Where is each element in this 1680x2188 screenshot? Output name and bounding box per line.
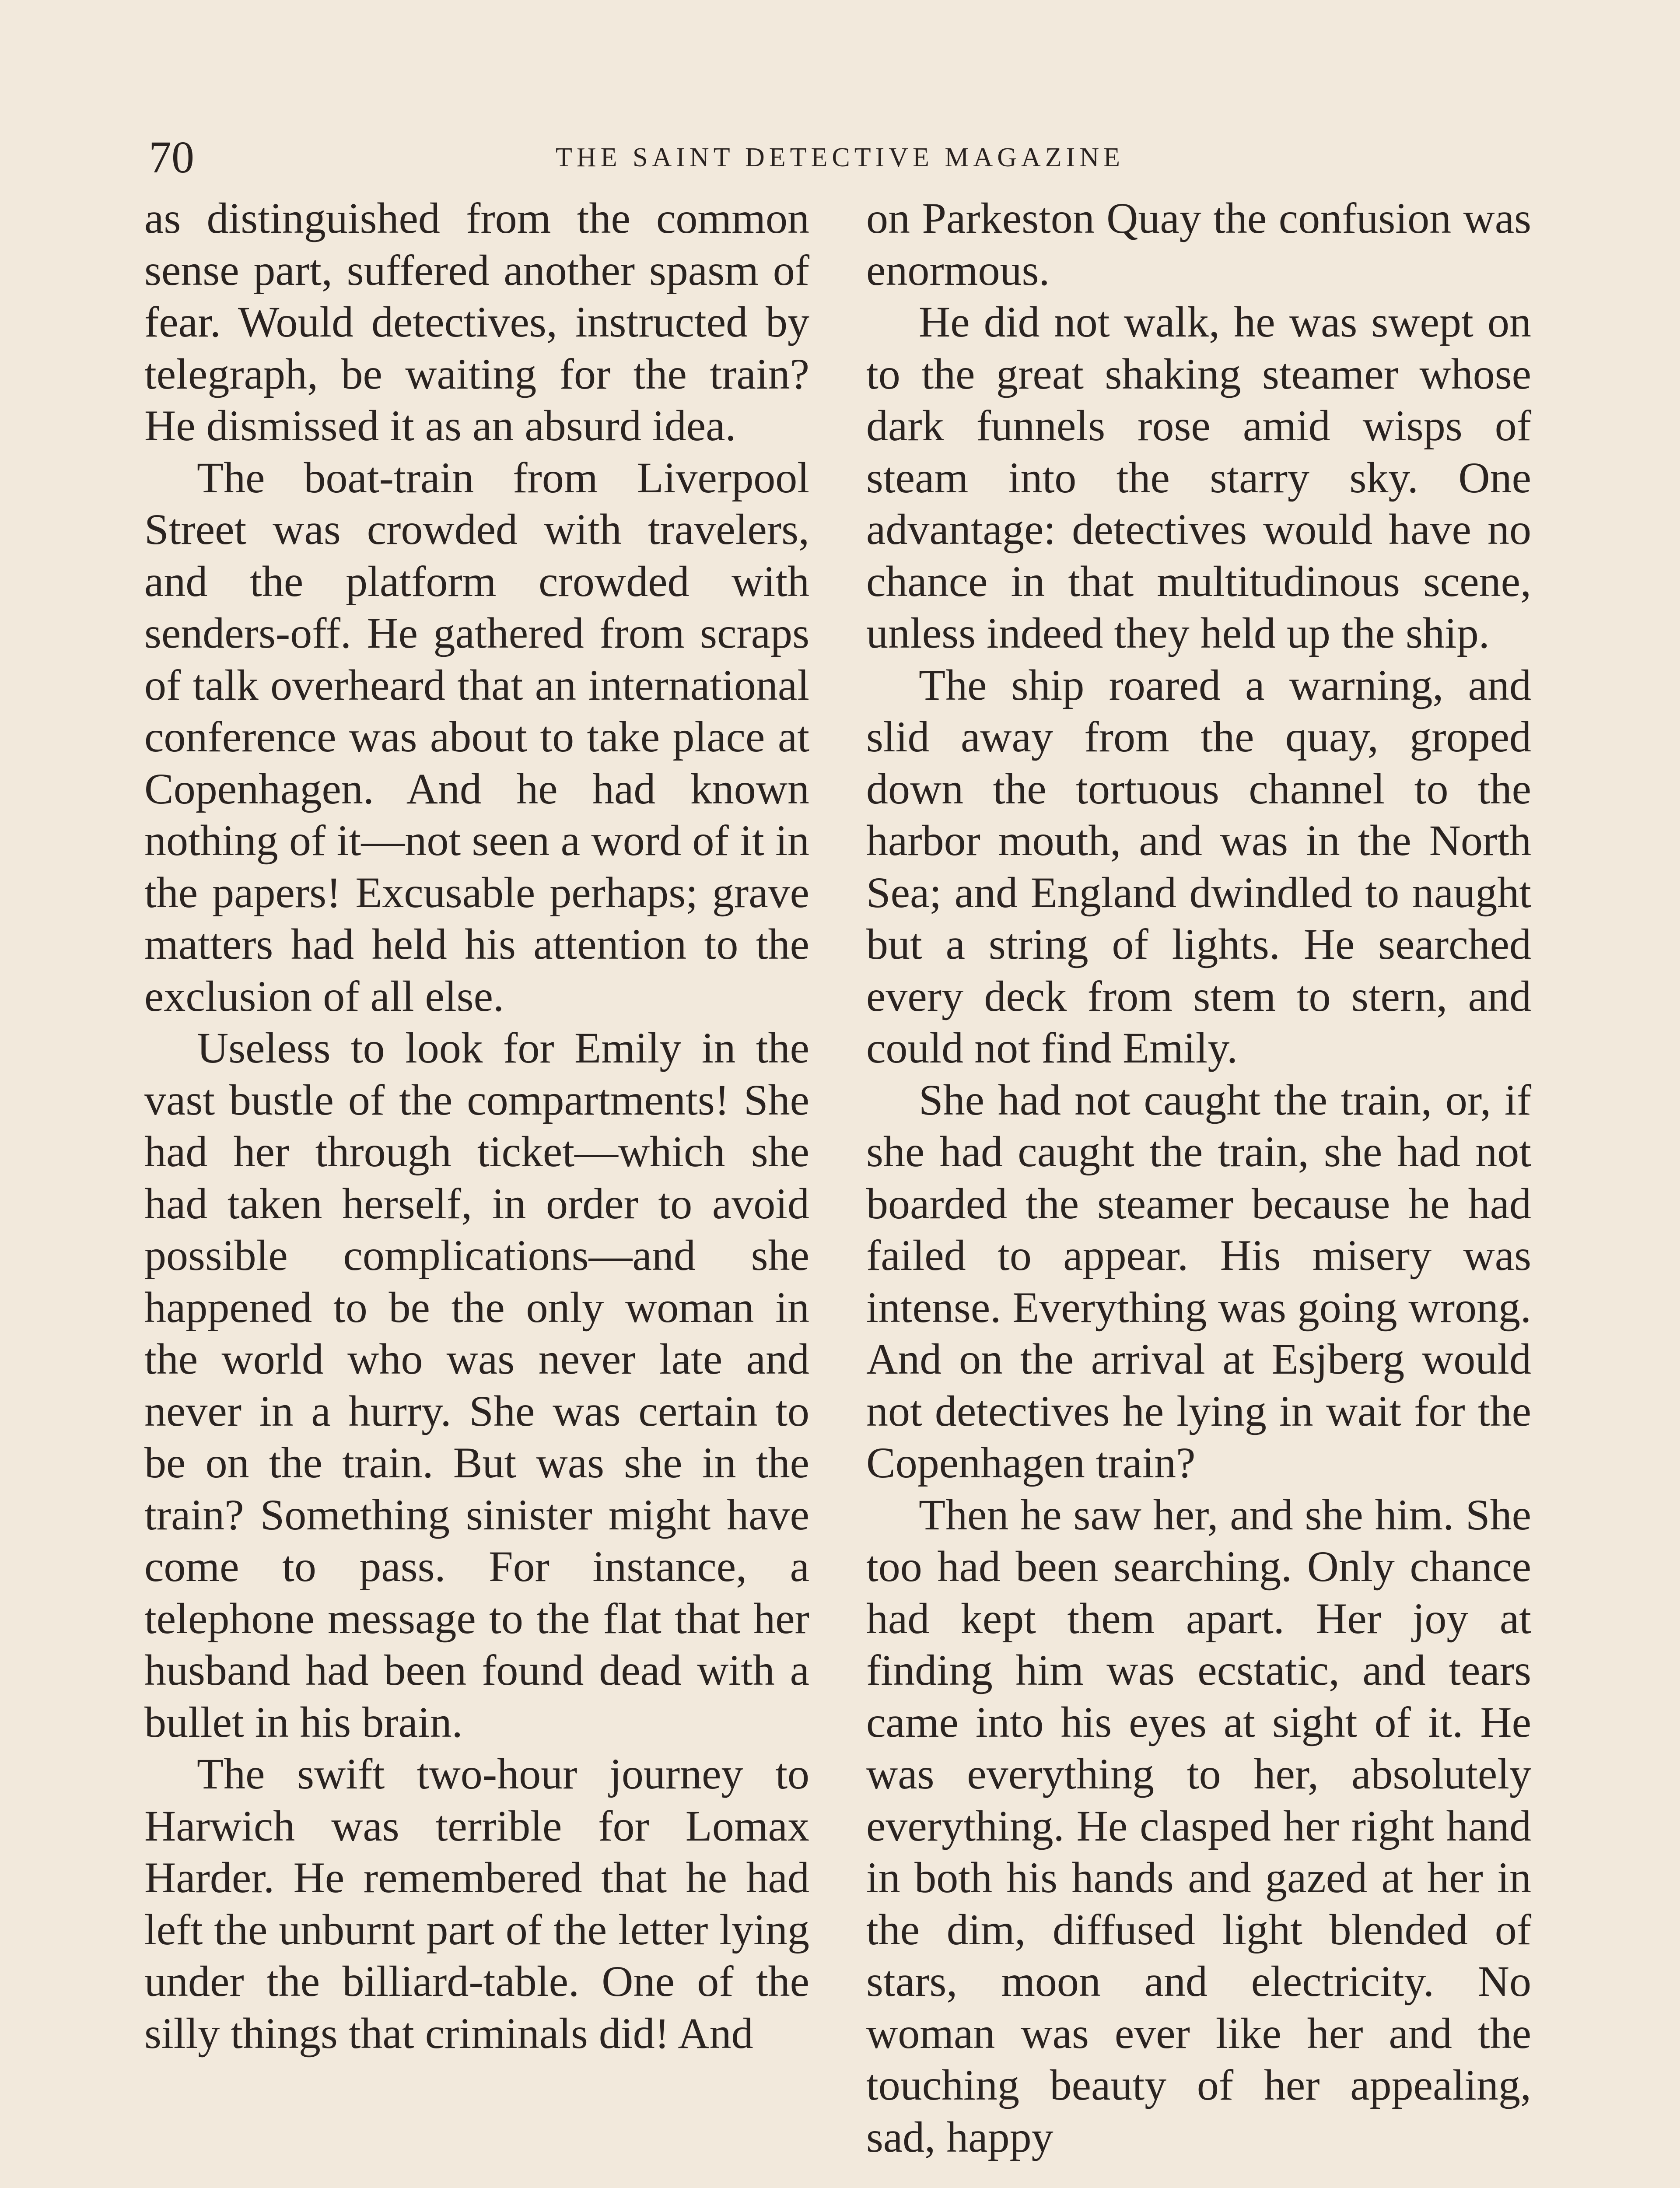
- paragraph: The boat-train from Liverpool Street was crowded with travelers, and the platform crowded with senders-off. He gathered from scraps of talk overheard that an international conference was about to take place at Copenhagen. And he had known nothing of it—not seen a word of it in the papers! Excusable perhaps; grave matters had held his attention to the exclusion of all else.: [144, 453, 809, 1020]
- paragraph: as distinguished from the common sense part, suffered another spasm of fear. Would detectives, instructed by telegraph, be waiting for the train? He dismissed it as an absurd idea.: [144, 194, 809, 450]
- text-columns: [144, 193, 1531, 2188]
- left-column: [144, 193, 809, 2188]
- magazine-title: THE SAINT DETECTIVE MAGAZINE: [556, 143, 1124, 172]
- paragraph: Useless to look for Emily in the vast bustle of the compartments! She had her through ticket—which she had taken herself, in order to avoid possible complications—and she happened to be the only woman in the world who was never late and never in a hurry. She was certain to be on the train. But was she in the train? Something sinister might have come to pass. For instance, a telephone message to the flat that her husband had been found dead with a bullet in his brain.: [144, 1024, 809, 1746]
- paragraph: The ship roared a warning, and slid away from the quay, groped down the tortuous channel to the harbor mouth, and was in the North Sea; and England dwindled to naught but a string of lights. He searched every deck from stem to stern, and could not find Emily.: [866, 660, 1531, 1072]
- paragraph: She had not caught the train, or, if she had caught the train, she had not boarded the steamer because he had failed to appear. His misery was intense. Everything was going wrong. And on the arrival at Esjberg would not detectives he lying in wait for the Copenhagen train?: [866, 1075, 1531, 1487]
- right-column: [866, 193, 1531, 2188]
- paragraph: He did not walk, he was swept on to the great shaking steamer whose dark funnels rose amid wisps of steam into the starry sky. One advantage: detectives would have no chance in that multitudinous scene, unless indeed they held up the ship.: [866, 298, 1531, 657]
- paragraph: The swift two-hour journey to Harwich was terrible for Lomax Harder. He remembered that he had left the unburnt part of the letter lying under the billiard-table. One of the silly things that criminals did! And: [144, 1750, 809, 2058]
- paragraph: Then he saw her, and she him. She too had been searching. Only chance had kept them apart. Her joy at finding him was ecstatic, and tears came into his eyes at sight of it. He was everything to her, absolutely everything. He clasped her right hand in both his hands and gazed at her in the dim, diffused light blended of stars, moon and electricity. No woman was ever like her and the touching beauty of her appealing, sad, happy: [866, 1490, 1531, 2161]
- paragraph: on Parkeston Quay the confusion was enormous.: [866, 194, 1531, 295]
- page-number: 70: [149, 132, 194, 182]
- running-head: [149, 131, 1531, 184]
